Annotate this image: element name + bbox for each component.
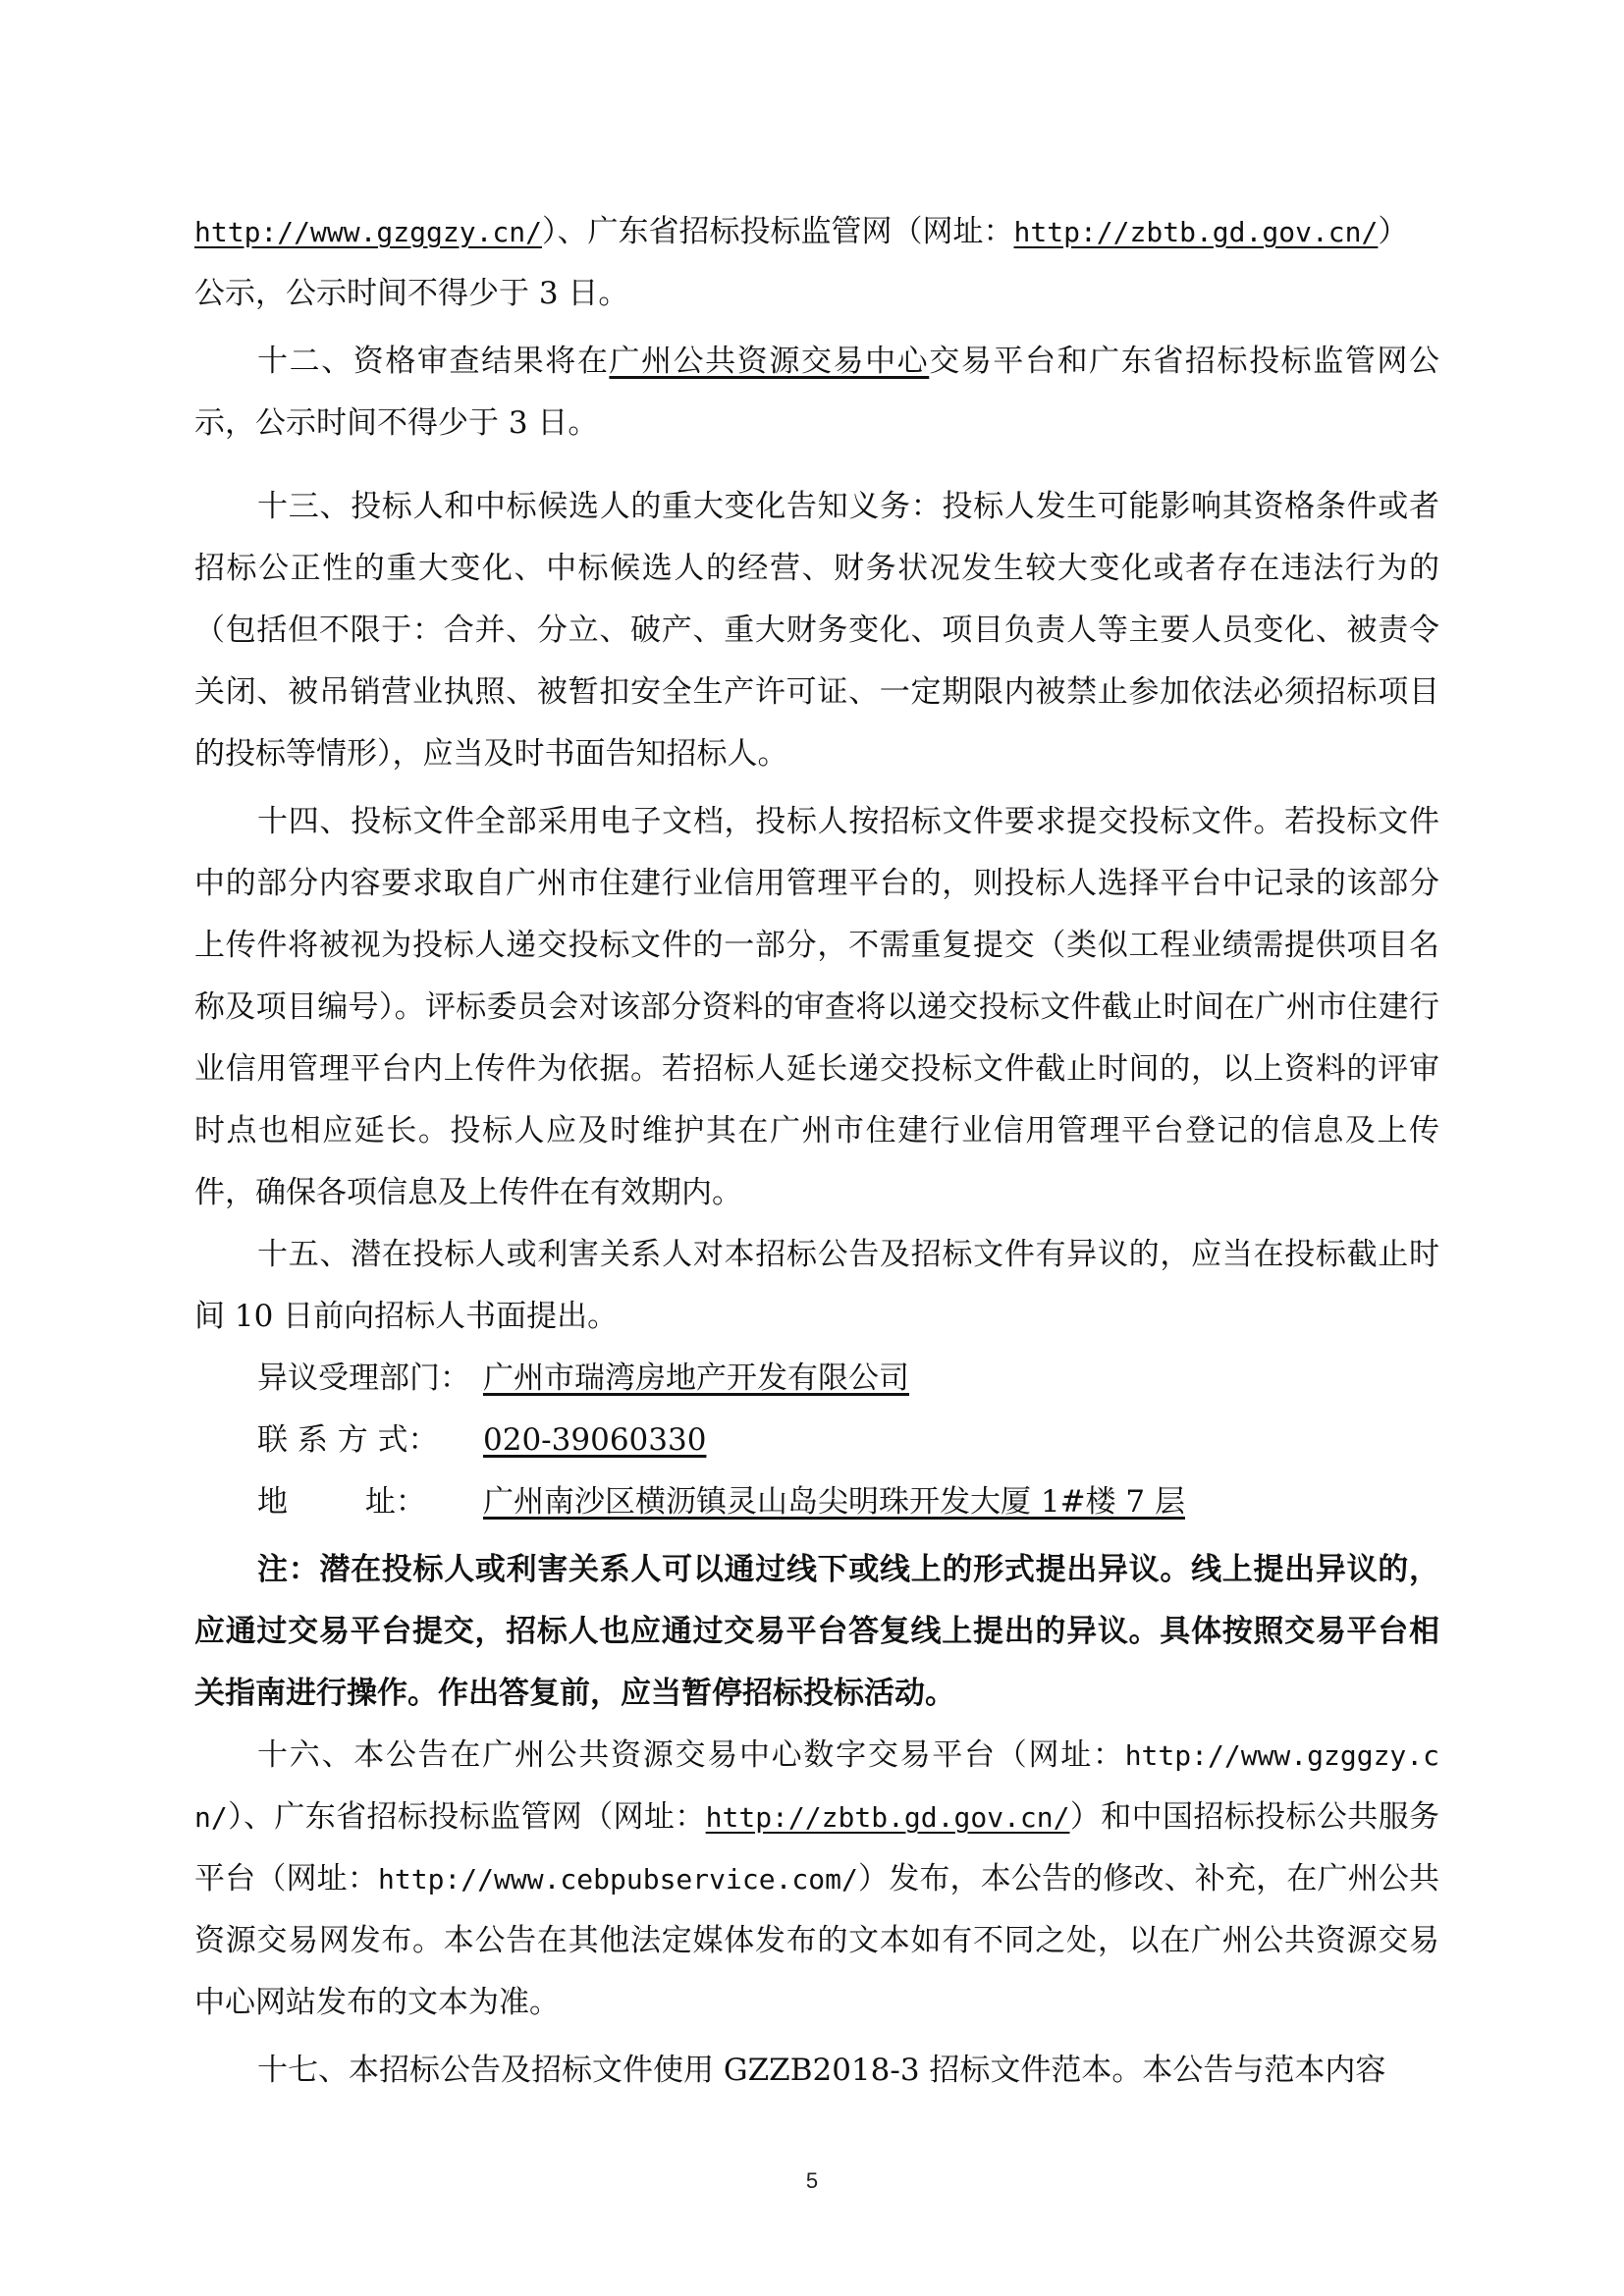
objection-contact-block [194, 1348, 1439, 1533]
department-value: 广州市瑞湾房地产开发有限公司 [483, 1361, 909, 1396]
paragraph-12-text-a: 十二、资格审查结果将在 [257, 344, 610, 379]
paragraph-16 [194, 1725, 1439, 2034]
p16-gzggzy-url[interactable]: http://www.gzggzy.cn/ [194, 1739, 1439, 1834]
objection-department-row [194, 1348, 1439, 1410]
paragraph-16-text-b: ）、广东省招标投标监管网（网址： [227, 1799, 706, 1835]
paragraph-11-line-1 [194, 201, 1439, 263]
paragraph-14: 十四、投标文件全部采用电子文档，投标人按招标文件要求提交投标文件。若投标文件中的部分内容要求取自广州市住建行业信用管理平台的，则投标人选择平台中记录的该部分上传件将被视为投标人递交投标文件的一部分，不需重复提交（类似工程业绩需提供项目名称及项目编号）。评标委员会对该部分资料的审查将以递交投标文件截止时间在广州市住建行业信用管理平台内上传件为依据。若招标人延长递交投标文件截止时间的，以上资料的评审时点也相应延长。投标人应及时维护其在广州市住建行业信用管理平台登记的信息及上传件，确保各项信息及上传件在有效期内。 [194, 804, 1439, 1210]
paragraph-11-end-text: ） [1378, 214, 1409, 249]
department-label: 异议受理部门： [257, 1361, 470, 1396]
cebpubservice-url[interactable]: http://www.cebpubservice.com/ [378, 1863, 858, 1896]
phone-value: 020-39060330 [483, 1422, 707, 1458]
paragraph-11-continuation [194, 201, 1439, 325]
zbtb-url[interactable]: http://zbtb.gd.gov.cn/ [1013, 216, 1379, 248]
paragraph-16-text-a: 十六、本公告在广州公共资源交易中心数字交易平台（网址： [257, 1737, 1125, 1773]
phone-label: 联 系 方 式： [257, 1422, 439, 1458]
paragraph-11-line-2: 公示，公示时间不得少于 3 日。 [194, 276, 629, 311]
page-number: 5 [805, 2168, 819, 2193]
paragraph-12 [194, 331, 1439, 454]
paragraph-11-mid-text: ）、广东省招标投标监管网（网址： [542, 214, 1014, 249]
paragraph-17: 十七、本招标公告及招标文件使用 GZZB2018-3 招标文件范本。本公告与范本内容 [257, 2053, 1386, 2088]
gzggzy-url[interactable]: http://www.gzggzy.cn/ [194, 216, 543, 248]
paragraph-12-text-b: 交易平台和广东省招标投标监管网公示，公示时间不得少于 3 日。 [194, 344, 1440, 441]
paragraph-16-text-c: ）和中国招标投标公共服务平台（网址： [194, 1799, 1440, 1896]
contact-address-row [194, 1471, 1439, 1533]
paragraph-15: 十五、潜在投标人或利害关系人对本招标公告及招标文件有异议的，应当在投标截止时间 10 日前向招标人书面提出。 [194, 1237, 1439, 1334]
objection-note: 注：潜在投标人或利害关系人可以通过线下或线上的形式提出异议。线上提出异议的，应通过交易平台提交，招标人也应通过交易平台答复线上提出的异议。具体按照交易平台相关指南进行操作。作出答复前，应当暂停招标投标活动。 [194, 1552, 1439, 1711]
paragraph-16-text-d: ）发布，本公告的修改、补充，在广州公共资源交易网发布。本公告在其他法定媒体发布的文本如有不同之处，以在广州公共资源交易中心网站发布的文本为准。 [194, 1861, 1440, 2020]
contact-phone-row [194, 1410, 1439, 1471]
gz-resource-center-link[interactable]: 广州公共资源交易中心 [609, 344, 930, 379]
paragraph-13: 十三、投标人和中标候选人的重大变化告知义务：投标人发生可能影响其资格条件或者招标公正性的重大变化、中标候选人的经营、财务状况发生较大变化或者存在违法行为的（包括但不限于：合并、分立、破产、重大财务变化、项目负责人等主要人员变化、被责令关闭、被吊销营业执照、被暂扣安全生产许可证、一定期限内被禁止参加依法必须招标项目的投标等情形），应当及时书面告知招标人。 [194, 489, 1439, 772]
document-body [194, 201, 1439, 2102]
p16-zbtb-url[interactable]: http://zbtb.gd.gov.cn/ [705, 1801, 1070, 1834]
address-value: 广州南沙区横沥镇灵山岛尖明珠开发大厦 1#楼 7 层 [483, 1484, 1185, 1520]
address-label: 地 址： [257, 1484, 426, 1520]
